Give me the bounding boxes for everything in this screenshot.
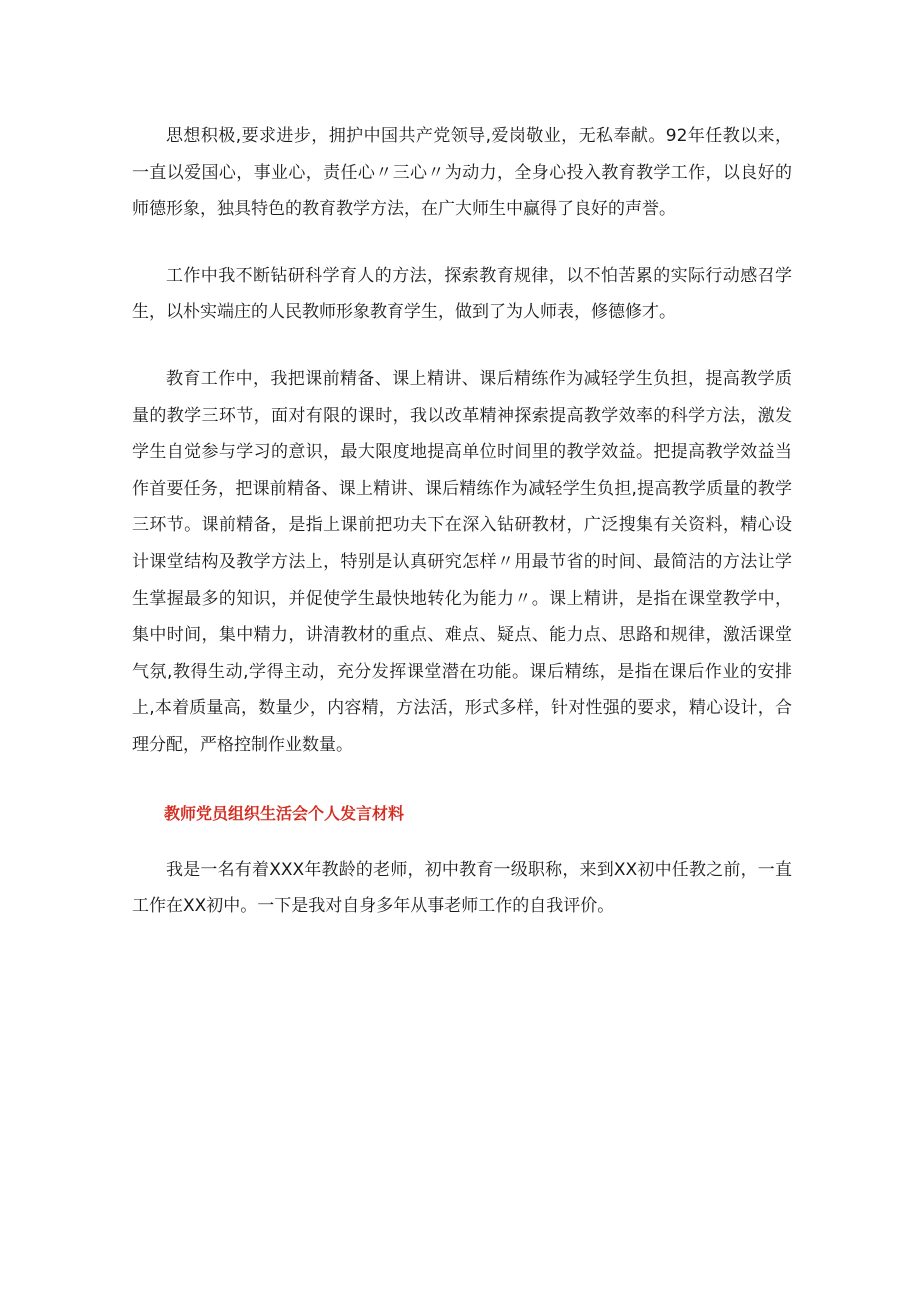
section-heading: 教师党员组织生活会个人发言材料 <box>164 803 405 823</box>
paragraph-teaching: 教育工作中，我把课前精备、课上精讲、课后精练作为减轻学生负担，提高教学质量的教学三环节，面对有限的课时，我以改革精神探索提高教学效率的科学方法，激发学生自觉参与学习的意识，最大限度地提高单位时间里的教学效益。把提高教学效益当作首要任务，把课前精备、课上精讲、课后精练作为减轻学生负担,提高教学质量的教学三环节。课前精备，是指上课前把功夫下在深入钻研教材，广泛搜集有关资料，精心设计课堂结构及教学方法上，特别是认真研究怎样〃用最节省的时间、最简洁的方法让学生掌握最多的知识，并促使学生最快地转化为能力〃。课上精讲，是指在课堂教学中，集中时间，集中精力，讲清教材的重点、难点、疑点、能力点、思路和规律，激活课堂气氛,教得生动,学得主动，充分发挥课堂潜在功能。课后精练，是指在课后作业的安排上,本着质量高，数量少，内容精，方法活，形式多样，针对性强的要求，精心设计，合理分配，严格控制作业数量。 <box>132 368 792 755</box>
paragraph-introduction: 我是一名有着XXX年教龄的老师，初中教育一级职称，来到XX初中任教之前，一直工作在XX初中。一下是我对自身多年从事老师工作的自我评价。 <box>132 859 792 917</box>
document-page <box>132 118 792 925</box>
paragraph-attitude: 思想积极,要求进步，拥护中国共产党领导,爱岗敬业，无私奉献。92年任教以来，一直以爱国心，事业心，责任心〃三心〃为动力，全身心投入教育教学工作，以良好的师德形象，独具特色的教育教学方法，在广大师生中赢得了良好的声誉。 <box>132 126 792 220</box>
paragraph-research: 工作中我不断钻研科学育人的方法，探索教育规律，以不怕苦累的实际行动感召学生，以朴实端庄的人民教师形象教育学生，做到了为人师表，修德修才。 <box>132 265 792 323</box>
